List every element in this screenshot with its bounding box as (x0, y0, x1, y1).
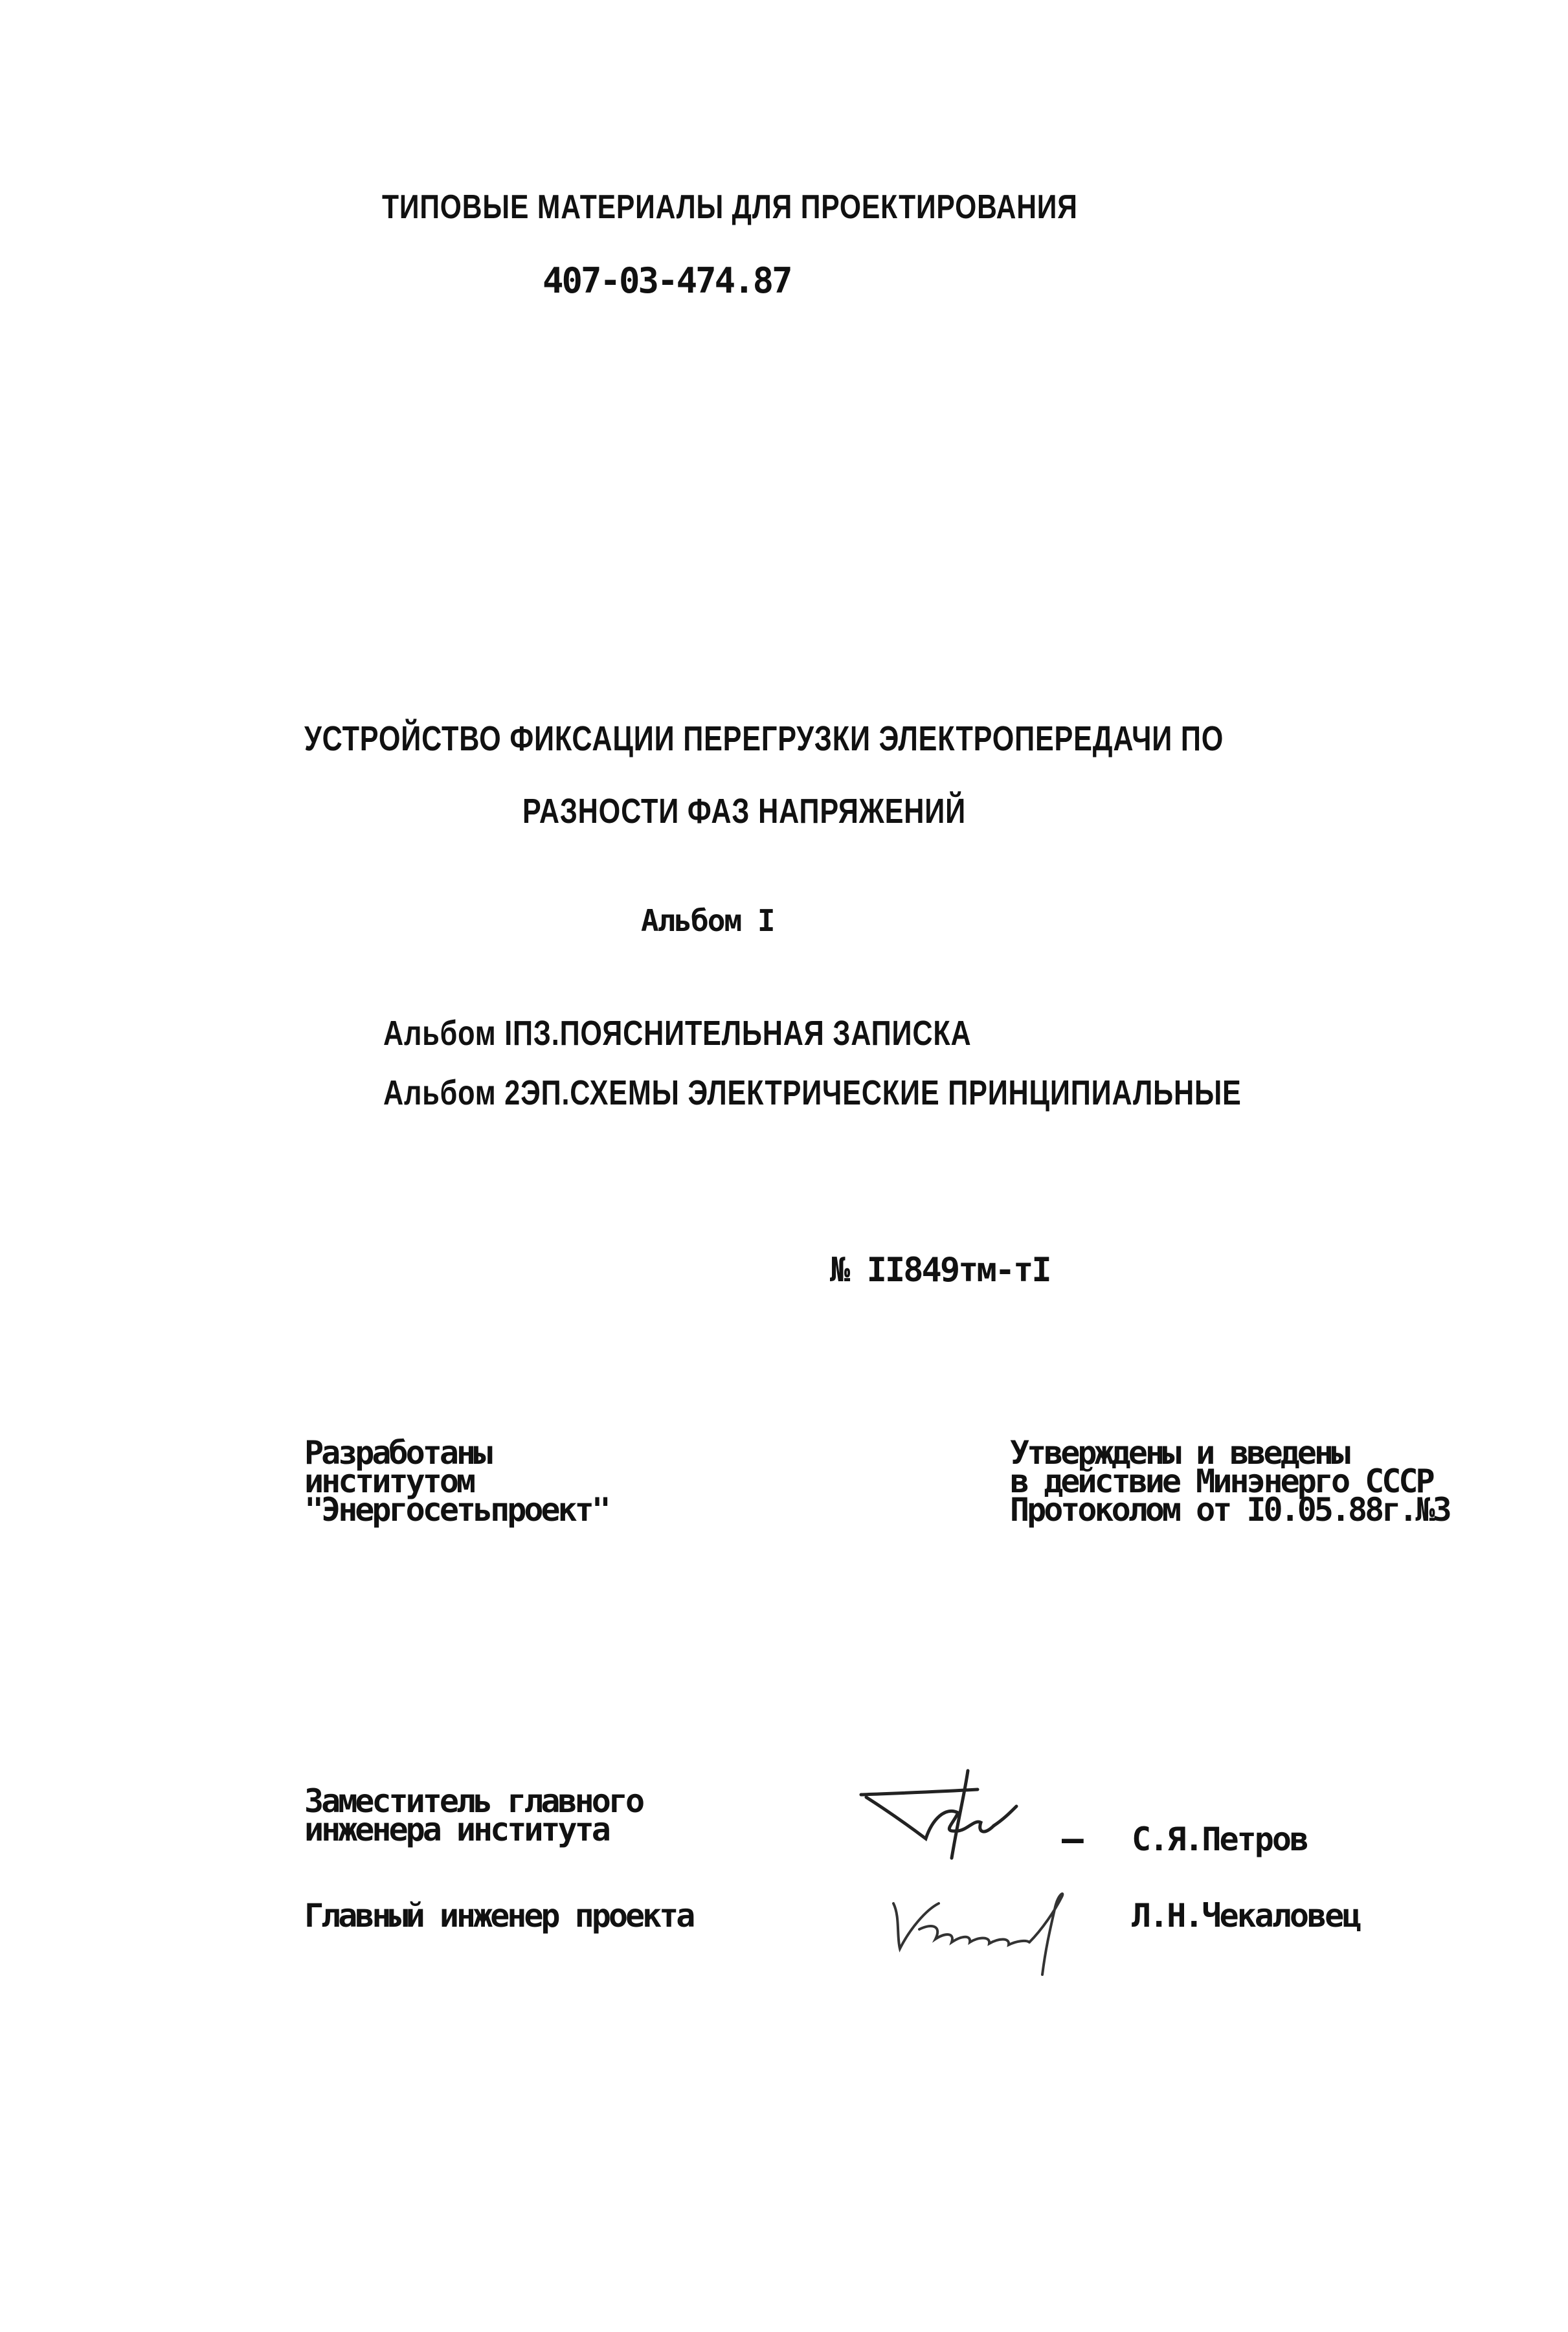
signature-chekalovets (880, 1878, 1107, 1981)
chief-role: Главный инженер проекта (304, 1897, 693, 1934)
document-title-line-1: УСТРОЙСТВО ФИКСАЦИИ ПЕРЕГРУЗКИ ЭЛЕКТРОПЕРЕДАЧИ ПО (304, 719, 1224, 758)
signature-petrov (855, 1761, 1068, 1871)
approved-block (1010, 1434, 1450, 1529)
approved-line-1: Утверждены и введены (1010, 1434, 1349, 1472)
document-number: № II849тм-тI (830, 1251, 1050, 1290)
deputy-role-block (304, 1782, 643, 1848)
deputy-role-line-2: инженера института (304, 1811, 609, 1848)
document-code: 407-03-474.87 (543, 260, 791, 301)
approved-line-3: Протоколом от I0.05.88г.№3 (1010, 1491, 1450, 1529)
document-title-line-2: РАЗНОСТИ ФАЗ НАПРЯЖЕНИЙ (522, 792, 966, 831)
contents-item-2: Альбом 2ЭП.СХЕМЫ ЭЛЕКТРИЧЕСКИЕ ПРИНЦИПИАЛЬНЫЕ (383, 1073, 1242, 1112)
contents-item-1: Альбом IПЗ.ПОЯСНИТЕЛЬНАЯ ЗАПИСКА (383, 1014, 972, 1053)
developed-line-1: Разработаны (304, 1434, 491, 1472)
deputy-dash: — (1062, 1818, 1084, 1860)
developed-line-3: "Энергосетьпроект" (304, 1491, 609, 1529)
series-title: ТИПОВЫЕ МАТЕРИАЛЫ ДЛЯ ПРОЕКТИРОВАНИЯ (382, 188, 1078, 226)
chief-name: Л.Н.Чекаловец (1132, 1897, 1360, 1934)
developed-by-block (304, 1434, 609, 1529)
album-label: Альбом I (641, 903, 774, 938)
deputy-role-line-1: Заместитель главного (304, 1782, 643, 1820)
approved-line-2: в действие Минэнерго СССР (1010, 1463, 1433, 1500)
developed-line-2: институтом (304, 1463, 474, 1500)
deputy-name: С.Я.Петров (1132, 1821, 1308, 1858)
